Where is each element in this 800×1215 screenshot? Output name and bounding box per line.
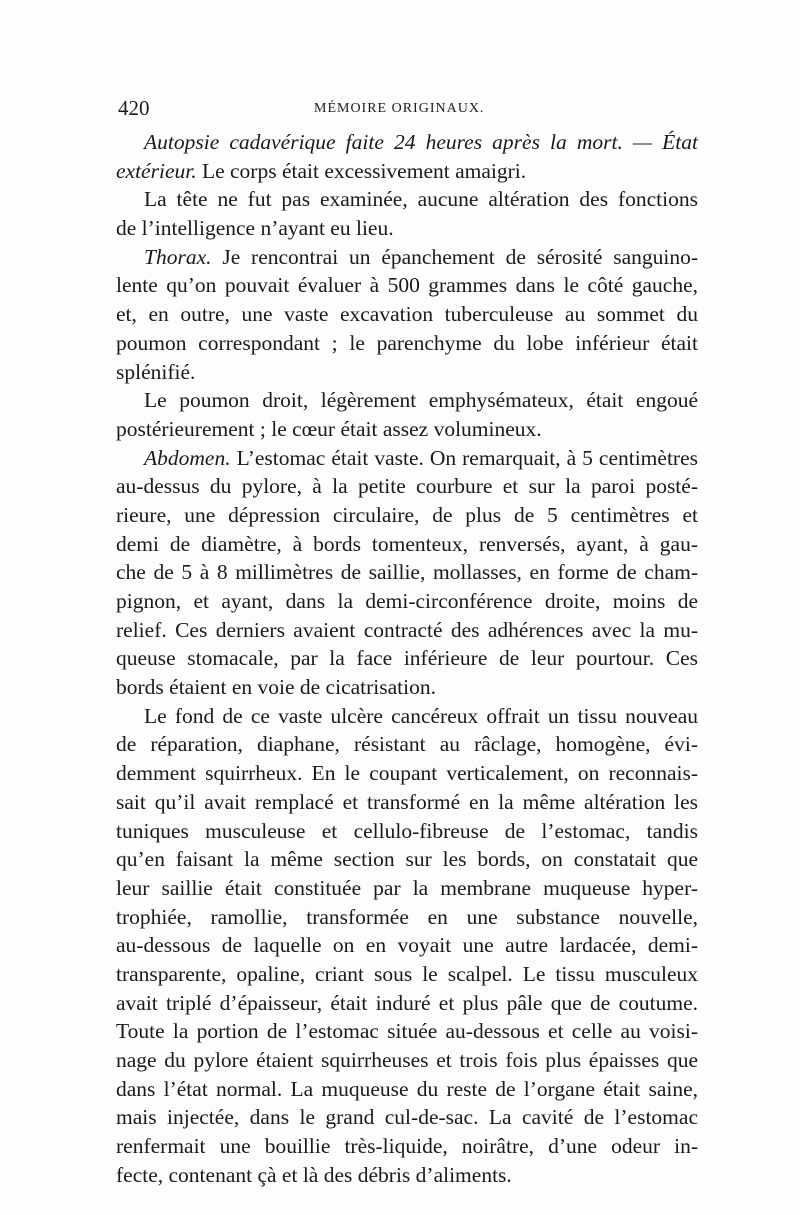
line-text: pignon, et ayant, dans la demi-circonférence droite, moins de xyxy=(116,589,698,613)
text-line xyxy=(116,128,698,157)
page-header xyxy=(118,96,688,122)
line-text: transparente, opaline, criant sous le scalpel. Le tissu musculeux xyxy=(116,961,698,986)
text-line xyxy=(116,386,698,415)
line-text: renfermait une bouillie très-liquide, noirâtre, d’une odeur in- xyxy=(116,1134,698,1159)
text-line xyxy=(116,845,698,874)
line-text: dans l’état normal. La muqueuse du reste de l’organe était saine, xyxy=(116,1076,698,1101)
text-line xyxy=(116,157,698,186)
text-line xyxy=(116,1017,698,1046)
line-text: mais injectée, dans le grand cul-de-sac. La cavité de l’estomac xyxy=(116,1105,698,1130)
line-text: au-dessus du pylore, à la petite courbure et sur la paroi posté- xyxy=(116,474,698,499)
text-line xyxy=(116,415,698,444)
line-text: che de 5 à 8 millimètres de saillie, mollasses, en forme de cham- xyxy=(116,560,698,585)
text-line xyxy=(116,329,698,358)
line-text: rieure, une dépression circulaire, de plus de 5 centimètres et xyxy=(116,502,698,527)
line-text: poumon correspondant ; le parenchyme du lobe inférieur était xyxy=(116,330,698,355)
line-text: La tête ne fut pas examinée, aucune altération des fonctions xyxy=(144,187,698,212)
italic-text: Thorax. xyxy=(144,244,212,269)
line-text: postérieurement ; le cœur était assez volumineux. xyxy=(116,416,542,441)
text-line xyxy=(116,960,698,989)
text-line xyxy=(116,1103,698,1132)
line-text: Le corps était excessivement amaigri. xyxy=(196,158,527,183)
line-text: queuse stomacale, par la face inférieure de leur pourtour. Ces xyxy=(116,646,698,671)
line-text: qu’en faisant la même section sur les bords, on constatait que xyxy=(116,847,698,872)
text-line xyxy=(116,931,698,960)
paragraph xyxy=(116,243,698,386)
line-text: bords étaient en voie de cicatrisation. xyxy=(116,675,436,700)
line-text: splénifié. xyxy=(116,359,196,384)
text-line xyxy=(116,243,698,272)
text-line xyxy=(116,903,698,932)
text-line xyxy=(116,702,698,731)
text-line xyxy=(116,673,698,702)
line-text: tuniques musculeuse et cellulo-fibreuse de l’estomac, tandis xyxy=(116,818,698,843)
text-line xyxy=(116,214,698,243)
paragraph xyxy=(116,185,698,242)
line-text: Le fond de ce vaste ulcère cancéreux offrait un tissu nouveau xyxy=(144,703,698,728)
line-text: avait triplé d’épaisseur, était induré et plus pâle que de coutume. xyxy=(116,990,698,1015)
line-text: sait qu’il avait remplacé et transformé en la même altération les xyxy=(116,789,698,814)
text-line xyxy=(116,587,698,616)
text-line xyxy=(116,788,698,817)
text-line xyxy=(116,874,698,903)
italic-text: Autopsie cadavérique faite 24 heures après la mort. — État xyxy=(144,130,698,154)
text-line xyxy=(116,185,698,214)
line-text: au-dessous de laquelle on en voyait une autre lardacée, demi- xyxy=(116,933,698,958)
line-text: demment squirrheux. En le coupant verticalement, on reconnais- xyxy=(116,761,698,786)
paragraph xyxy=(116,444,698,702)
line-text: demi de diamètre, à bords tomenteux, renversés, ayant, à gau- xyxy=(116,531,698,556)
text-line xyxy=(116,444,698,473)
line-text: de l’intelligence n’ayant eu lieu. xyxy=(116,216,394,241)
text-line xyxy=(116,472,698,501)
text-line xyxy=(116,300,698,329)
line-text: lente qu’on pouvait évaluer à 500 grammes dans le côté gauche, xyxy=(116,273,698,298)
line-text: Le poumon droit, légèrement emphysémateux, était engoué xyxy=(144,388,698,413)
text-line xyxy=(116,501,698,530)
line-text: leur saillie était constituée par la membrane muqueuse hyper- xyxy=(116,875,698,900)
text-line xyxy=(116,616,698,645)
paragraph xyxy=(116,128,698,185)
text-line xyxy=(116,558,698,587)
text-line xyxy=(116,730,698,759)
text-line xyxy=(116,271,698,300)
text-line xyxy=(116,759,698,788)
text-line xyxy=(116,1161,698,1190)
text-line xyxy=(116,1046,698,1075)
running-title: MÉMOIRE ORIGINAUX. xyxy=(314,101,485,116)
text-line xyxy=(116,1075,698,1104)
body-text xyxy=(116,128,698,1189)
text-line xyxy=(116,358,698,387)
line-text: Je rencontrai un épanchement de sérosité sanguino- xyxy=(211,244,698,269)
line-text: et, en outre, une vaste excavation tuberculeuse au sommet du xyxy=(116,302,698,327)
line-text: nage du pylore étaient squirrheuses et trois fois plus épaisses que xyxy=(116,1048,698,1072)
text-line xyxy=(116,817,698,846)
text-line xyxy=(116,989,698,1018)
line-text: de réparation, diaphane, résistant au râclage, homogène, évi- xyxy=(116,732,698,757)
italic-text: extérieur. xyxy=(116,158,197,183)
text-line xyxy=(116,1132,698,1161)
line-text: Toute la portion de l’estomac située au-dessous et celle au voisi- xyxy=(116,1019,698,1044)
line-text: trophiée, ramollie, transformée en une substance nouvelle, xyxy=(116,904,698,929)
page-number: 420 xyxy=(118,96,150,120)
text-line xyxy=(116,530,698,559)
text-line xyxy=(116,644,698,673)
paragraph xyxy=(116,386,698,443)
italic-text: Abdomen. xyxy=(144,445,231,470)
line-text: L’estomac était vaste. On remarquait, à 5 centimètres xyxy=(230,445,698,470)
line-text: relief. Ces derniers avaient contracté des adhérences avec la mu- xyxy=(116,617,698,642)
paragraph xyxy=(116,702,698,1190)
line-text: fecte, contenant çà et là des débris d’aliments. xyxy=(116,1162,512,1187)
